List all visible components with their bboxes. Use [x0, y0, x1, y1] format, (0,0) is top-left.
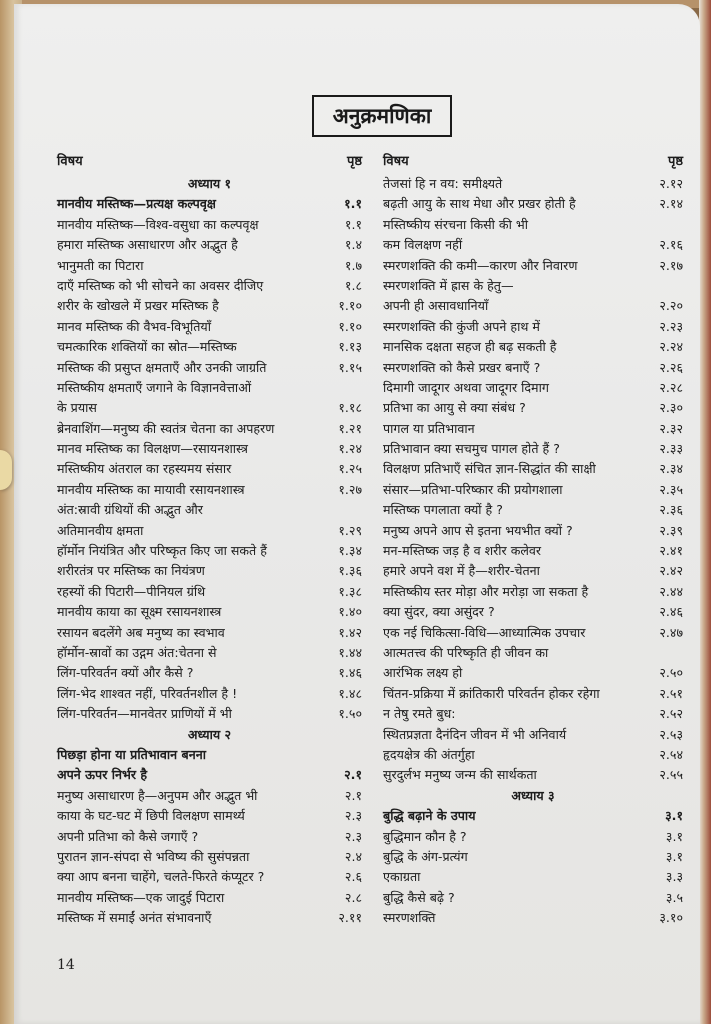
entry-page: २.२६ [659, 359, 683, 375]
entry-title: मस्तिष्कीय अंतराल का रहस्यमय संसार [57, 461, 232, 477]
entry-title: भानुमती का पिटारा [57, 257, 144, 273]
entry-page: १.१५ [338, 359, 362, 375]
entry-page: २.५५ [659, 767, 683, 783]
entry-page: २.५३ [659, 726, 683, 742]
toc-entry [383, 582, 683, 602]
entry-title: के प्रयास [57, 400, 97, 416]
entry-title: दाएँ मस्तिष्क को भी सोचने का अवसर दीजिए [57, 277, 264, 293]
entry-page: २.४१ [659, 543, 683, 559]
toc-entry [383, 317, 683, 337]
entry-page: १.५० [338, 706, 362, 722]
entry-title: ब्रेनवाशिंग—मनुष्य की स्वतंत्र चेतना का अपहरण [57, 420, 275, 436]
entry-page: ३.१ [665, 828, 683, 844]
entry-title: संसार—प्रतिभा-परिष्कार की प्रयोगशाला [383, 481, 563, 497]
entry-title: मानवीय मस्तिष्क—विश्व-वसुधा का कल्पवृक्ष [57, 216, 259, 232]
entry-title: हमारे अपने वश में है—शरीर-चेतना [383, 563, 540, 579]
toc-left-column [57, 150, 362, 928]
entry-page: २.१ [344, 767, 362, 783]
toc-entry [383, 725, 683, 745]
entry-title: एकाग्रता [383, 869, 421, 885]
entry-title: न तेषु रमते बुध: [383, 706, 456, 722]
entry-page: २.५४ [659, 746, 683, 762]
chapter-heading: अध्याय १ [187, 176, 232, 191]
entry-page: १.४० [338, 604, 362, 620]
entry-page: १.१० [338, 318, 362, 334]
toc-entry [57, 378, 362, 398]
entry-title: पागल या प्रतिभावान [383, 420, 475, 436]
entry-page: १.१ [344, 196, 362, 212]
entry-page: २.३९ [659, 522, 683, 538]
bookmark-tab [0, 450, 12, 490]
toc-entry [57, 500, 362, 520]
entry-title: अंत:स्रावी ग्रंथियों की अद्भुत और [57, 502, 203, 518]
entry-title: मस्तिष्कीय क्षमताएँ जगाने के विज्ञानवेत्ताओं [57, 379, 252, 395]
toc-entry [383, 194, 683, 214]
entry-title: अपनी प्रतिभा को कैसे जगाएँ ? [57, 828, 199, 844]
entry-title: दिमागी जादूगर अथवा जादूगर दिमाग [383, 379, 549, 395]
entry-title: बुद्धिमान कौन है ? [383, 828, 467, 844]
entry-title: मनुष्य अपने आप से इतना भयभीत क्यों ? [383, 522, 573, 538]
entry-page: २.२८ [659, 379, 683, 395]
toc-entry [383, 867, 683, 887]
toc-entry [57, 643, 362, 663]
entry-title: मस्तिष्क में समाईं अनंत संभावनाएँ [57, 910, 212, 926]
toc-entry [383, 561, 683, 581]
entry-page: २.३४ [659, 461, 683, 477]
entry-page: २.४ [344, 848, 362, 864]
entry-title: मानवीय मस्तिष्क—एक जादुई पिटारा [57, 889, 225, 905]
entry-title: स्मरणशक्ति को कैसे प्रखर बनाएँ ? [383, 359, 541, 375]
subject-header: विषय [383, 154, 409, 169]
toc-entry [383, 256, 683, 276]
toc-entry [57, 684, 362, 704]
entry-title: स्थितप्रज्ञता दैनंदिन जीवन में भी अनिवार्य [383, 726, 567, 742]
toc-entry [383, 806, 683, 826]
entry-page: २.१२ [659, 176, 683, 191]
page-header: पृष्ठ [667, 154, 683, 169]
entry-page: २.५१ [659, 685, 683, 701]
toc-entry [383, 358, 683, 378]
entry-title: हॉर्मोन नियंत्रित और परिष्कृत किए जा सकते हैं [57, 543, 267, 559]
toc-entry [57, 215, 362, 235]
toc-entry [383, 663, 683, 683]
entry-page: २.२० [659, 298, 683, 314]
toc-entry [383, 765, 683, 785]
entry-title: मनुष्य असाधारण है—अनुपम और अद्भुत भी [57, 787, 258, 803]
entry-title: शरीरतंत्र पर मस्तिष्क का नियंत्रण [57, 563, 205, 579]
entry-page: २.१ [344, 787, 362, 803]
entry-page: २.३३ [659, 441, 683, 457]
entry-page: १.४२ [338, 624, 362, 640]
entry-title: अतिमानवीय क्षमता [57, 522, 144, 538]
entry-page: १.१८ [338, 400, 362, 416]
toc-entry [57, 704, 362, 724]
entry-title: स्मरणशक्ति [383, 910, 436, 926]
entry-title: लिंग-परिवर्तन—मानवेतर प्राणियों में भी [57, 706, 232, 722]
entry-title: प्रतिभावान क्या सचमुच पागल होते हैं ? [383, 441, 560, 457]
entry-page: १.४ [344, 237, 362, 253]
entry-page: १.३६ [338, 563, 362, 579]
entry-page: २.३ [344, 808, 362, 824]
toc-entry [383, 602, 683, 622]
entry-page: २.६ [344, 869, 362, 885]
entry-page: २.१७ [659, 257, 683, 273]
entry-title: हमारा मस्तिष्क असाधारण और अद्भुत है [57, 237, 238, 253]
toc-entry [383, 235, 683, 255]
entry-title: मस्तिष्कीय संरचना किसी की भी [383, 216, 528, 232]
entry-page: २.५० [659, 665, 683, 681]
toc-entry [383, 378, 683, 398]
entry-title: बुद्धि बढ़ाने के उपाय [383, 808, 476, 824]
entry-page: २.३२ [659, 420, 683, 436]
toc-entry [57, 847, 362, 867]
entry-page: १.२५ [338, 461, 362, 477]
toc-entry [383, 704, 683, 724]
entry-page: १.२७ [338, 481, 362, 497]
entry-title: अपने ऊपर निर्भर है [57, 767, 148, 783]
entry-title: चिंतन-प्रक्रिया में क्रांतिकारी परिवर्तन होकर रहेगा [383, 685, 600, 701]
toc-entry [57, 765, 362, 785]
entry-title: काया के घट-घट में छिपी विलक्षण सामर्थ्य [57, 808, 245, 824]
toc-entry [383, 541, 683, 561]
toc-right-column [383, 150, 683, 928]
toc-entry [57, 358, 362, 378]
entry-page: १.२९ [338, 522, 362, 538]
entry-page: २.८ [344, 889, 362, 905]
entry-page: २.३ [344, 828, 362, 844]
entry-page: १.२४ [338, 441, 362, 457]
entry-title: पुरातन ज्ञान-संपदा से भविष्य की सुसंपन्नता [57, 848, 250, 864]
entry-page: २.२४ [659, 339, 683, 355]
entry-title: हृदयक्षेत्र की अंतर्गुहा [383, 746, 475, 762]
toc-entry [57, 235, 362, 255]
entry-title: क्या आप बनना चाहेंगे, चलते-फिरते कंप्यूटर ? [57, 869, 265, 885]
toc-entry [57, 806, 362, 826]
entry-page: २.४२ [659, 563, 683, 579]
toc-entry [57, 337, 362, 357]
entry-page: ३.१ [665, 808, 683, 824]
chapter-heading: अध्याय २ [187, 726, 232, 742]
toc-entry [383, 398, 683, 418]
toc-entry [57, 439, 362, 459]
entry-title: तेजसां हि न वय: समीक्ष्यते [383, 176, 503, 191]
toc-entry [57, 521, 362, 541]
entry-title: बुद्धि के अंग-प्रत्यंग [383, 848, 468, 864]
entry-title: स्मरणशक्ति की कुंजी अपने हाथ में [383, 318, 540, 334]
entry-title: स्मरणशक्ति की कमी—कारण और निवारण [383, 257, 578, 273]
entry-title: प्रतिभा का आयु से क्या संबंध ? [383, 400, 526, 416]
entry-title: मानव मस्तिष्क की वैभव-विभूतियाँ [57, 318, 211, 334]
entry-page: २.५२ [659, 706, 683, 722]
toc-entry [57, 296, 362, 316]
column-header [57, 150, 362, 174]
entry-page: २.४७ [659, 624, 683, 640]
toc-entry [57, 459, 362, 479]
entry-page: २.४६ [659, 604, 683, 620]
entry-title: आत्मतत्त्व की परिष्कृति ही जीवन का [383, 644, 549, 660]
entry-title: रहस्यों की पिटारी—पीनियल ग्रंथि [57, 583, 206, 599]
chapter-heading: अध्याय ३ [511, 787, 555, 803]
entry-page: ३.५ [665, 889, 683, 905]
toc-entry [57, 194, 362, 214]
entry-page: ३.१० [659, 910, 683, 926]
entry-title: मानवीय काया का सूक्ष्म रसायनशास्त्र [57, 604, 222, 620]
toc-entry [383, 296, 683, 316]
toc-entry [57, 419, 362, 439]
entry-page: २.११ [338, 910, 362, 926]
entry-title: शरीर के खोखले में प्रखर मस्तिष्क है [57, 298, 219, 314]
entry-title: क्या सुंदर, क्या असुंदर ? [383, 604, 495, 620]
toc-entry [383, 480, 683, 500]
toc-entry [383, 643, 683, 663]
toc-entry [383, 419, 683, 439]
toc-entry [57, 541, 362, 561]
toc-entry [383, 174, 683, 194]
book-right-edge [699, 0, 711, 1024]
entry-page: २.२३ [659, 318, 683, 334]
entry-page: १.२१ [338, 420, 362, 436]
toc-entry [383, 623, 683, 643]
toc-entry [57, 398, 362, 418]
toc-entry [57, 276, 362, 296]
entry-page: १.१० [338, 298, 362, 314]
entry-page: १.३८ [338, 583, 362, 599]
entry-title: बुद्धि कैसे बढ़े ? [383, 889, 455, 905]
toc-entry [383, 908, 683, 928]
toc-entry [383, 888, 683, 908]
entry-title: चमत्कारिक शक्तियों का स्रोत—मस्तिष्क [57, 339, 237, 355]
toc-entry [57, 786, 362, 806]
entry-title: मानव मस्तिष्क का विलक्षण—रसायनशास्त्र [57, 441, 248, 457]
entry-title: मानवीय मस्तिष्क—प्रत्यक्ष कल्पवृक्ष [57, 196, 216, 212]
toc-entry [57, 888, 362, 908]
toc-entry [383, 827, 683, 847]
toc-entry [383, 500, 683, 520]
column-header [383, 150, 683, 174]
toc-entry [57, 256, 362, 276]
toc-entry [57, 908, 362, 928]
page-title: अनुक्रमणिका [312, 95, 452, 137]
entry-title: कम विलक्षण नहीं [383, 237, 463, 253]
toc-entry [57, 561, 362, 581]
page-number: 14 [57, 957, 75, 973]
entry-title: स्मरणशक्ति में ह्रास के हेतु— [383, 277, 514, 293]
subject-header: विषय [57, 154, 83, 169]
entry-page: १.१ [344, 216, 362, 232]
entry-title: सुरदुर्लभ मनुष्य जन्म की सार्थकता [383, 767, 537, 783]
entry-page: १.४८ [338, 685, 362, 701]
page-header: पृष्ठ [346, 154, 362, 169]
entry-page: ३.३ [665, 869, 683, 885]
entry-page: १.४६ [338, 665, 362, 681]
entry-title: मस्तिष्क की प्रसुप्त क्षमताएँ और उनकी जाग्रति [57, 359, 267, 375]
toc-entry [57, 827, 362, 847]
entry-page: १.७ [344, 257, 362, 273]
entry-page: २.१६ [659, 237, 683, 253]
entry-title: विलक्षण प्रतिभाएँ संचित ज्ञान-सिद्धांत की साक्षी [383, 461, 596, 477]
entry-page: १.४४ [338, 644, 362, 660]
entry-page: २.३६ [659, 502, 683, 518]
toc-entry [57, 602, 362, 622]
entry-page: २.१४ [659, 196, 683, 212]
entry-page: ३.१ [665, 848, 683, 864]
entry-page: १.८ [344, 277, 362, 293]
entry-title: बढ़ती आयु के साथ मेधा और प्रखर होती है [383, 196, 576, 212]
entry-page: २.३५ [659, 481, 683, 497]
entry-title: मस्तिष्कीय स्तर मोड़ा और मरोड़ा जा सकता है [383, 583, 589, 599]
entry-title: मानसिक दक्षता सहज ही बढ़ सकती है [383, 339, 557, 355]
toc-entry [57, 623, 362, 643]
toc-entry [57, 480, 362, 500]
entry-page: १.१३ [338, 339, 362, 355]
toc-entry [383, 521, 683, 541]
toc-entry [57, 867, 362, 887]
toc-entry [57, 582, 362, 602]
entry-title: आरंभिक लक्ष्य हो [383, 665, 463, 681]
toc-entry [57, 745, 362, 765]
toc-entry [383, 745, 683, 765]
toc-entry [383, 847, 683, 867]
entry-title: एक नई चिकित्सा-विधि—आध्यात्मिक उपचार [383, 624, 586, 640]
entry-title: पिछड़ा होना या प्रतिभावान बनना [57, 746, 206, 762]
entry-title: रसायन बदलेंगे अब मनुष्य का स्वभाव [57, 624, 225, 640]
entry-page: २.४४ [659, 583, 683, 599]
entry-title: अपनी ही असावधानियाँ [383, 298, 489, 314]
entry-title: लिंग-परिवर्तन क्यों और कैसे ? [57, 665, 194, 681]
toc-entry [383, 439, 683, 459]
toc-entry [383, 459, 683, 479]
toc-entry [383, 276, 683, 296]
entry-title: मस्तिष्क पगलाता क्यों है ? [383, 502, 503, 518]
entry-title: मानवीय मस्तिष्क का मायावी रसायनशास्त्र [57, 481, 245, 497]
toc-entry [57, 317, 362, 337]
entry-page: २.३० [659, 400, 683, 416]
toc-entry [383, 684, 683, 704]
toc-entry [383, 215, 683, 235]
entry-title: हॉर्मोन-स्रावों का उद्गम अंत:चेतना से [57, 644, 217, 660]
entry-page: १.३४ [338, 543, 362, 559]
entry-title: मन-मस्तिष्क जड़ है व शरीर कलेवर [383, 543, 542, 559]
toc-entry [57, 663, 362, 683]
entry-title: लिंग-भेद शाश्वत नहीं, परिवर्तनशील है ! [57, 685, 238, 701]
toc-entry [383, 337, 683, 357]
